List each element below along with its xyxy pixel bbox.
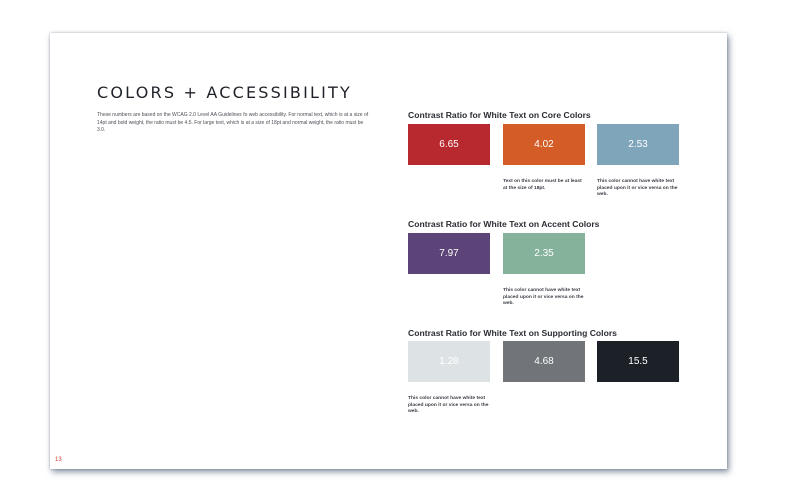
core-swatch-red (408, 124, 490, 165)
page-title: COLORS + ACCESSIBILITY (97, 83, 352, 102)
supporting-swatch-gray-value: 4.68 (534, 356, 554, 367)
document-page (50, 33, 727, 469)
core-colors-heading: Contrast Ratio for White Text on Core Colors (408, 110, 591, 120)
core-orange-note: Text on this color must be at least at the size of 18pt. (503, 179, 582, 191)
accent-swatch-green (503, 233, 585, 274)
accent-colors-heading: Contrast Ratio for White Text on Accent Colors (408, 219, 600, 229)
accent-swatch-purple-value: 7.97 (439, 248, 459, 259)
core-blue-note: This color cannot have white text placed upon it or vice versa on the web. (597, 179, 678, 197)
supporting-swatch-charcoal (597, 341, 679, 382)
core-swatch-orange (503, 124, 585, 165)
supporting-colors-heading: Contrast Ratio for White Text on Supporting Colors (408, 328, 617, 338)
supporting-swatch-charcoal-value: 15.5 (628, 356, 648, 367)
supporting-swatch-gray (503, 341, 585, 382)
accent-swatch-purple (408, 233, 490, 274)
supporting-swatch-light-gray-value: 1.28 (439, 356, 459, 367)
page-number: 13 (55, 457, 62, 463)
accent-green-note: This color cannot have white text placed upon it or vice versa on the web. (503, 288, 584, 306)
intro-paragraph: These numbers are based on the WCAG 2.0 Level AA Guidelines fo web accessibility. For normal text, which is at a size of 14pt and bold weight, the ratio must be 4.5. For large text, which is at a size of 18pt and normal weight, the ratio must be 3.0. (97, 112, 369, 133)
core-swatch-blue (597, 124, 679, 165)
core-swatch-blue-value: 2.53 (628, 139, 648, 150)
supporting-swatch-light-gray (408, 341, 490, 382)
core-swatch-red-value: 6.65 (439, 139, 459, 150)
supporting-light-gray-note: This color cannot have white text placed upon it or vice versa on the web. (408, 396, 489, 414)
accent-swatch-green-value: 2.35 (534, 248, 554, 259)
core-swatch-orange-value: 4.02 (534, 139, 554, 150)
